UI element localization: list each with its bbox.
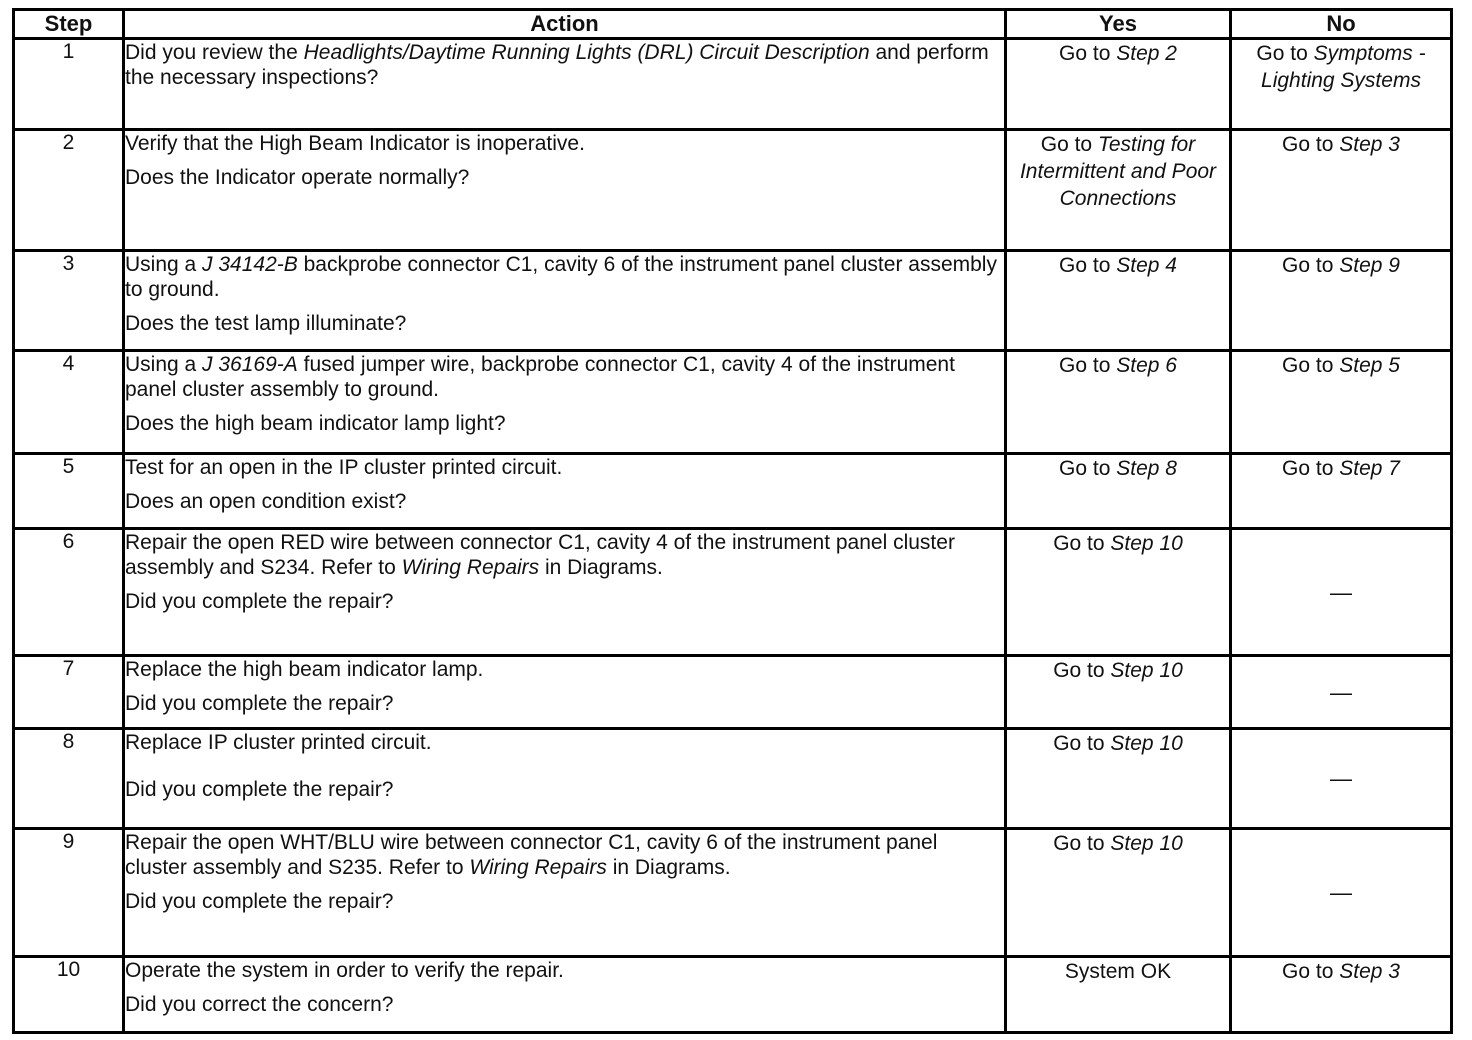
no-cell: — bbox=[1231, 829, 1452, 957]
no-cell: Go to Step 3 bbox=[1231, 957, 1452, 1033]
table-row bbox=[14, 39, 1452, 130]
table-row bbox=[14, 351, 1452, 454]
yes-cell: Go to Step 4 bbox=[1006, 251, 1231, 351]
action-cell bbox=[124, 351, 1006, 454]
action-text: Test for an open in the IP cluster printed circuit. bbox=[125, 456, 563, 479]
no-cell: Go to Step 3 bbox=[1231, 130, 1452, 251]
step-number: 10 bbox=[14, 957, 124, 1033]
header-step: Step bbox=[14, 10, 124, 39]
table-row bbox=[14, 529, 1452, 656]
action-question: Does an open condition exist? bbox=[125, 490, 407, 513]
action-cell bbox=[124, 957, 1006, 1033]
table-row bbox=[14, 729, 1452, 829]
header-no: No bbox=[1231, 10, 1452, 39]
step-number: 5 bbox=[14, 454, 124, 529]
action-question: Did you complete the repair? bbox=[125, 590, 394, 613]
header-yes: Yes bbox=[1006, 10, 1231, 39]
no-cell: Go to Step 7 bbox=[1231, 454, 1452, 529]
action-cell bbox=[124, 130, 1006, 251]
action-question: Does the high beam indicator lamp light? bbox=[125, 412, 506, 435]
no-cell: — bbox=[1231, 656, 1452, 729]
action-cell bbox=[124, 529, 1006, 656]
table-row bbox=[14, 957, 1452, 1033]
table-row bbox=[14, 251, 1452, 351]
action-text: Using a J 34142-B backprobe connector C1, cavity 6 of the instrument panel cluster assembly to ground. bbox=[125, 253, 997, 301]
yes-cell: Go to Step 6 bbox=[1006, 351, 1231, 454]
table-row bbox=[14, 130, 1452, 251]
action-text: Repair the open WHT/BLU wire between connector C1, cavity 6 of the instrument panel cluster assembly and S235. Refer to Wiring Repairs in Diagrams. bbox=[125, 831, 938, 879]
step-number: 6 bbox=[14, 529, 124, 656]
action-text: Replace IP cluster printed circuit. bbox=[125, 731, 432, 754]
step-number: 4 bbox=[14, 351, 124, 454]
yes-cell: Go to Step 10 bbox=[1006, 829, 1231, 957]
action-text: Verify that the High Beam Indicator is inoperative. bbox=[125, 132, 585, 155]
yes-cell: Go to Step 10 bbox=[1006, 529, 1231, 656]
action-cell bbox=[124, 729, 1006, 829]
table-row bbox=[14, 656, 1452, 729]
yes-cell: Go to Testing for Intermittent and Poor Connections bbox=[1006, 130, 1231, 251]
action-cell bbox=[124, 39, 1006, 130]
yes-cell: Go to Step 10 bbox=[1006, 656, 1231, 729]
no-cell: — bbox=[1231, 529, 1452, 656]
no-cell: Go to Step 5 bbox=[1231, 351, 1452, 454]
action-text: Replace the high beam indicator lamp. bbox=[125, 658, 484, 681]
action-question: Does the test lamp illuminate? bbox=[125, 312, 407, 335]
yes-cell: Go to Step 10 bbox=[1006, 729, 1231, 829]
diagnostic-table bbox=[12, 8, 1453, 1034]
action-question: Did you complete the repair? bbox=[125, 778, 394, 801]
step-number: 1 bbox=[14, 39, 124, 130]
yes-cell: System OK bbox=[1006, 957, 1231, 1033]
action-cell bbox=[124, 656, 1006, 729]
header-action: Action bbox=[124, 10, 1006, 39]
action-question: Does the Indicator operate normally? bbox=[125, 166, 470, 189]
step-number: 8 bbox=[14, 729, 124, 829]
action-text: Did you review the Headlights/Daytime Running Lights (DRL) Circuit Description and perform the necessary inspections? bbox=[125, 41, 989, 89]
table-row bbox=[14, 829, 1452, 957]
action-question: Did you complete the repair? bbox=[125, 692, 394, 715]
spacer bbox=[125, 755, 1004, 777]
action-cell bbox=[124, 251, 1006, 351]
no-cell: — bbox=[1231, 729, 1452, 829]
step-number: 3 bbox=[14, 251, 124, 351]
step-number: 7 bbox=[14, 656, 124, 729]
no-cell: Go to Step 9 bbox=[1231, 251, 1452, 351]
header-row bbox=[14, 10, 1452, 39]
action-question: Did you complete the repair? bbox=[125, 890, 394, 913]
action-cell bbox=[124, 829, 1006, 957]
step-number: 2 bbox=[14, 130, 124, 251]
no-cell: Go to Symptoms - Lighting Systems bbox=[1231, 39, 1452, 130]
action-text: Repair the open RED wire between connector C1, cavity 4 of the instrument panel cluster assembly and S234. Refer to Wiring Repairs in Diagrams. bbox=[125, 531, 955, 579]
step-number: 9 bbox=[14, 829, 124, 957]
action-cell bbox=[124, 454, 1006, 529]
table-row bbox=[14, 454, 1452, 529]
yes-cell: Go to Step 8 bbox=[1006, 454, 1231, 529]
action-text: Using a J 36169-A fused jumper wire, backprobe connector C1, cavity 4 of the instrument panel cluster assembly to ground. bbox=[125, 353, 955, 401]
action-text: Operate the system in order to verify the repair. bbox=[125, 959, 564, 982]
action-question: Did you correct the concern? bbox=[125, 993, 394, 1016]
yes-cell: Go to Step 2 bbox=[1006, 39, 1231, 130]
